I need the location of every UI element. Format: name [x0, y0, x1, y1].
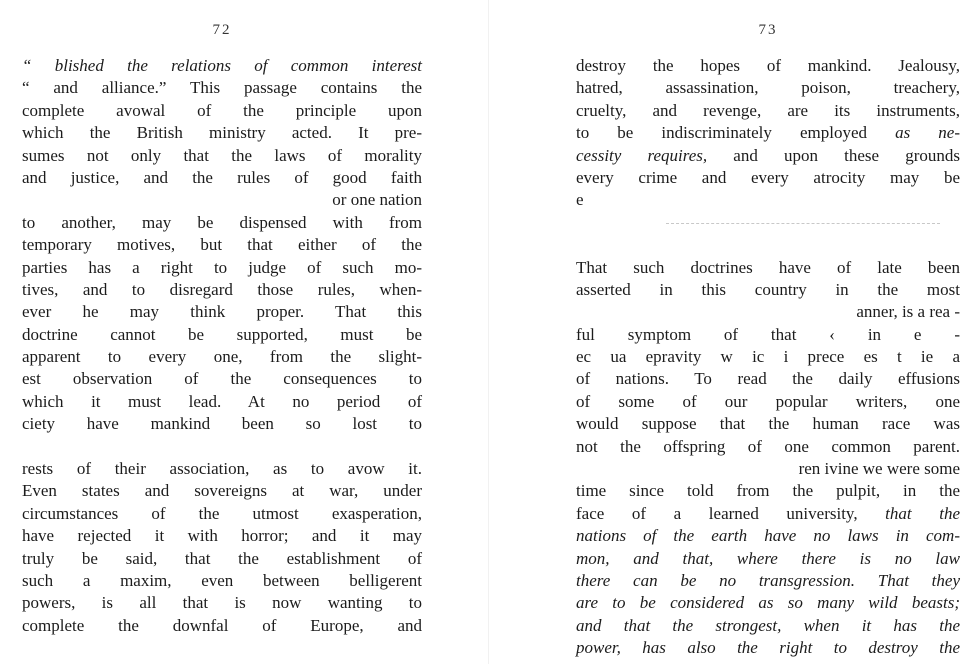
text-line: power, has also the right to destroy the [576, 638, 960, 658]
right-page [576, 0, 960, 664]
text-line: truly be said, that the establishment of [22, 548, 422, 568]
text-line: face of a learned university, that the [576, 503, 960, 523]
text-line: powers, is all that is now wanting to [22, 593, 422, 613]
text-line: temporary motives, but that either of the [22, 235, 422, 255]
text-line: That such doctrines have of late been [576, 257, 960, 277]
text-line: cruelty, and revenge, are its instruments, [576, 100, 960, 120]
text-line: parties has a right to judge of such mo- [22, 257, 422, 277]
text-line: not the offspring of one common parent. [576, 436, 960, 456]
text-line: sumes not only that the laws of morality [22, 145, 422, 165]
text-line: e [576, 190, 584, 210]
text-line [576, 234, 960, 256]
text-line: ful symptom of that ‹ in e - [576, 324, 960, 344]
text-line: Even states and sovereigns at war, under [22, 481, 422, 501]
text-line: doctrine cannot be supported, must be [22, 324, 422, 344]
page-number-right: 73 [758, 22, 778, 38]
text-line: cessity requires, and upon these grounds [576, 145, 960, 165]
text-line: which the British ministry acted. It pre- [22, 123, 422, 143]
section-divider [576, 212, 960, 234]
text-line: or one nation [332, 190, 422, 210]
gutter-divider [488, 0, 489, 664]
text-line: est observation of the consequences to [22, 369, 422, 389]
text-line: are to be considered as so many wild beasts; [576, 593, 960, 613]
text-line: hatred, assassination, poison, treachery, [576, 78, 960, 98]
text-line: complete avowal of the principle upon [22, 100, 422, 120]
text-line: circumstances of the utmost exasperation, [22, 503, 422, 523]
text-line: apparent to every one, from the slight- [22, 347, 422, 367]
text-line: every crime and every atrocity may be [576, 167, 960, 187]
text-line: mon, and that, where there is no law [576, 548, 960, 568]
text-line: of some of our popular writers, one [576, 391, 960, 411]
text-line: and justice, and the rules of good faith [22, 167, 422, 187]
text-line: and that the strongest, when it has the [576, 615, 960, 635]
left-page [22, 0, 422, 664]
text-line: ever he may think proper. That this [22, 302, 422, 322]
text-line: time since told from the pulpit, in the [576, 481, 960, 501]
text-line: there can be no transgression. That they [576, 570, 960, 590]
text-line: ciety have mankind been so lost to [22, 414, 422, 434]
text-line: nations of the earth have no laws in com- [576, 526, 960, 546]
text-line [22, 436, 422, 458]
text-line: have rejected it with horror; and it may [22, 526, 422, 546]
text-line: ren ivine we were some [798, 459, 960, 479]
text-line: tives, and to disregard those rules, when- [22, 279, 422, 299]
text-line: of nations. To read the daily effusions [576, 369, 960, 389]
text-line: “ blished the relations of common interest [22, 56, 422, 75]
right-page-text [576, 55, 960, 660]
text-line: to be indiscriminately employed as ne- [576, 123, 960, 143]
text-line: such a maxim, even between belligerent [22, 570, 422, 590]
italic-phrase: cessity requires, [576, 145, 708, 165]
text-line: destroy the hopes of mankind. Jealousy, [576, 56, 960, 75]
text-line: anner, is a rea - [856, 302, 960, 322]
italic-phrase: that the [885, 503, 960, 523]
text-line: to another, may be dispensed with from [22, 212, 422, 232]
text-line: which it must lead. At no period of [22, 391, 422, 411]
left-page-text [22, 55, 422, 637]
text-line: would suppose that the human race was [576, 414, 960, 434]
text-line: complete the downfal of Europe, and [22, 615, 422, 635]
text-line: ec ua epravity w ic i prece es t ie a [576, 347, 960, 367]
italic-phrase: as ne- [895, 123, 960, 143]
text-line: asserted in this country in the most [576, 279, 960, 299]
text-line: rests of their association, as to avow it. [22, 459, 422, 479]
text-line: “ and alliance.” This passage contains the [22, 78, 422, 98]
page-number-left: 72 [212, 22, 232, 38]
